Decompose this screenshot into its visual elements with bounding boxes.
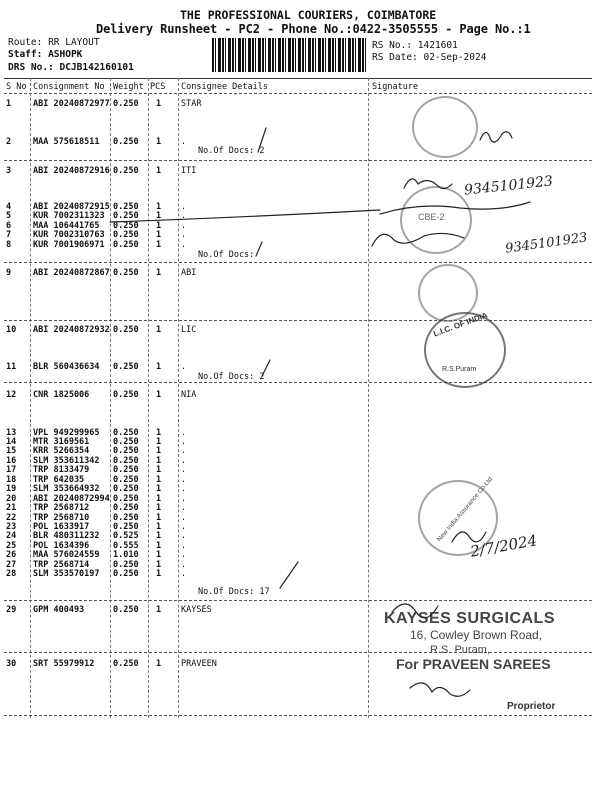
row-consignment-no: MAA 576024559 — [33, 550, 100, 560]
row-consignment-no: SLM 353611342 — [33, 456, 100, 466]
rs-date-label: RS Date: — [372, 52, 418, 63]
row-weight: 0.250 — [113, 390, 139, 400]
proprietor-label: Proprietor — [507, 701, 556, 712]
row-weight: 0.250 — [113, 230, 139, 240]
row-weight: 0.250 — [113, 211, 139, 221]
row-pcs: 1 — [156, 230, 162, 240]
route-value: RR LAYOUT — [48, 37, 100, 48]
row-consignee: NIA — [181, 390, 197, 400]
row-consignment-no: TRP 2568714 — [33, 560, 90, 570]
tick-mark — [258, 128, 266, 152]
row-pcs: 1 — [156, 437, 162, 447]
kayses-stamp-addr1: 16, Cowley Brown Road, — [410, 628, 543, 642]
row-consignee: . — [181, 541, 187, 551]
row-sno: 21 — [6, 503, 17, 513]
row-consignment-no: BLR 480311232 — [33, 531, 100, 541]
row-consignee: ITI — [181, 166, 197, 176]
company-title: THE PROFESSIONAL COURIERS, COIMBATORE — [180, 8, 437, 22]
drs-label: DRS No.: — [8, 62, 54, 73]
row-sno: 17 — [6, 465, 17, 475]
row-pcs: 1 — [156, 166, 162, 176]
rs-date-value: 02-Sep-2024 — [423, 52, 487, 63]
row-pcs: 1 — [156, 605, 162, 615]
row-weight: 0.250 — [113, 513, 139, 523]
signature-abi — [372, 233, 464, 246]
row-consignee: . — [181, 531, 187, 541]
col-pcs-header: PCS — [150, 82, 166, 92]
row-consignee: . — [181, 446, 187, 456]
row-pcs: 1 — [156, 522, 162, 532]
row-weight: 0.250 — [113, 99, 139, 109]
row-consignee: . — [181, 428, 187, 438]
row-consignee: . — [181, 503, 187, 513]
row-pcs: 1 — [156, 541, 162, 551]
row-consignment-no: KRR 5266354 — [33, 446, 90, 456]
row-consignee: PRAVEEN — [181, 659, 217, 669]
row-weight: 0.250 — [113, 659, 139, 669]
row-pcs: 1 — [156, 99, 162, 109]
row-consignee: . — [181, 202, 187, 212]
row-sno: 11 — [6, 362, 17, 372]
row-weight: 0.250 — [113, 484, 139, 494]
row-consignee: . — [181, 484, 187, 494]
rs-no-label: RS No.: — [372, 40, 413, 51]
row-sno: 9 — [6, 268, 12, 278]
row-weight: 0.250 — [113, 446, 139, 456]
row-weight: 0.250 — [113, 494, 139, 504]
row-consignment-no: VPL 949299965 — [33, 428, 100, 438]
row-sno: 23 — [6, 522, 17, 532]
row-consignee: . — [181, 560, 187, 570]
row-sno: 24 — [6, 531, 17, 541]
row-pcs: 1 — [156, 484, 162, 494]
row-sno: 30 — [6, 659, 17, 669]
row-sno: 22 — [6, 513, 17, 523]
row-sno: 5 — [6, 211, 12, 221]
row-sno: 13 — [6, 428, 17, 438]
row-pcs: 1 — [156, 494, 162, 504]
row-weight: 0.250 — [113, 560, 139, 570]
row-sno: 12 — [6, 390, 17, 400]
row-sno: 28 — [6, 569, 17, 579]
row-pcs: 1 — [156, 475, 162, 485]
row-consignment-no: KUR 7002311323 — [33, 211, 105, 221]
row-consignee: . — [181, 362, 187, 372]
row-pcs: 1 — [156, 513, 162, 523]
col-consignment-header: Consignment No — [33, 82, 105, 92]
tick-mark — [256, 242, 262, 256]
row-consignee: . — [181, 437, 187, 447]
row-consignee: KAYSES — [181, 605, 212, 615]
row-weight: 0.525 — [113, 531, 139, 541]
row-weight: 0.250 — [113, 569, 139, 579]
row-pcs: 1 — [156, 456, 162, 466]
row-sno: 6 — [6, 221, 12, 231]
row-weight: 0.250 — [113, 240, 139, 250]
row-pcs: 1 — [156, 221, 162, 231]
cbe-stamp-text: CBE-2 — [418, 212, 445, 222]
row-consignment-no: MAA 106441765 — [33, 221, 100, 231]
col-weight-header: Weight — [113, 82, 144, 92]
row-consignee: . — [181, 522, 187, 532]
docs-note: No.Of Docs: 17 — [198, 587, 270, 597]
row-sno: 16 — [6, 456, 17, 466]
handwritten-phone: 9345101923 — [463, 173, 554, 199]
row-weight: 0.250 — [113, 437, 139, 447]
row-sno: 7 — [6, 230, 12, 240]
tick-mark — [262, 360, 270, 376]
row-weight: 0.555 — [113, 541, 139, 551]
row-pcs: 1 — [156, 569, 162, 579]
route-label: Route: — [8, 37, 43, 48]
lic-stamp-text: L.I.C. OF INDIA — [432, 310, 489, 339]
row-sno: 19 — [6, 484, 17, 494]
row-consignee: . — [181, 456, 187, 466]
row-pcs: 1 — [156, 390, 162, 400]
signature-scrawl — [380, 202, 530, 214]
signature-star — [480, 132, 512, 142]
signature-praveen — [410, 683, 470, 696]
row-weight: 0.250 — [113, 221, 139, 231]
row-sno: 18 — [6, 475, 17, 485]
row-sno: 27 — [6, 560, 17, 570]
row-consignment-no: ABI 20240872932 — [33, 325, 110, 335]
row-pcs: 1 — [156, 240, 162, 250]
row-consignee: . — [181, 569, 187, 579]
row-weight: 0.250 — [113, 325, 139, 335]
staff-value: ASHOPK — [48, 49, 83, 60]
row-consignee: . — [181, 221, 187, 231]
row-consignment-no: SRT 55979912 — [33, 659, 95, 669]
row-sno: 29 — [6, 605, 17, 615]
row-consignment-no: MTR 3169561 — [33, 437, 90, 447]
row-consignee: . — [181, 240, 187, 250]
row-pcs: 1 — [156, 659, 162, 669]
staff-label: Staff: — [8, 49, 43, 60]
row-pcs: 1 — [156, 446, 162, 456]
row-consignment-no: BLR 560436634 — [33, 362, 100, 372]
row-sno: 25 — [6, 541, 17, 551]
signature-kayses — [392, 604, 438, 618]
row-weight: 0.250 — [113, 475, 139, 485]
row-consignee: . — [181, 211, 187, 221]
row-weight: 0.250 — [113, 503, 139, 513]
row-consignment-no: TRP 8133479 — [33, 465, 90, 475]
row-pcs: 1 — [156, 325, 162, 335]
row-consignment-no: MAA 575618511 — [33, 137, 100, 147]
row-sno: 20 — [6, 494, 17, 504]
row-consignment-no: KUR 7002310763 — [33, 230, 105, 240]
docs-note: No.Of Docs: 2 — [198, 372, 265, 382]
row-consignment-no: ABI 20240872915 — [33, 202, 110, 212]
row-consignment-no: POL 1634396 — [33, 541, 90, 551]
drs-value: DCJB142160101 — [59, 62, 134, 73]
strike-line — [110, 210, 380, 222]
row-sno: 3 — [6, 166, 12, 176]
handwritten-phone: 9345101923 — [504, 230, 589, 257]
row-sno: 1 — [6, 99, 12, 109]
row-consignee: . — [181, 550, 187, 560]
row-weight: 0.250 — [113, 522, 139, 532]
signature-nia — [452, 532, 486, 542]
kayses-stamp-addr2: R.S. Puram, — [430, 644, 490, 656]
docs-note: No.Of Docs: 2 — [198, 146, 265, 156]
row-weight: 0.250 — [113, 137, 139, 147]
row-sno: 15 — [6, 446, 17, 456]
row-pcs: 1 — [156, 560, 162, 570]
row-sno: 10 — [6, 325, 17, 335]
row-pcs: 1 — [156, 211, 162, 221]
row-weight: 0.250 — [113, 268, 139, 278]
praveen-stamp: For PRAVEEN SAREES — [396, 656, 551, 672]
runsheet-title: Delivery Runsheet - PC2 - Phone No.:0422-3505555 - Page No.:1 — [96, 22, 531, 36]
row-consignee: . — [181, 230, 187, 240]
row-consignee: . — [181, 494, 187, 504]
row-consignment-no: SLM 353664932 — [33, 484, 100, 494]
row-consignment-no: TRP 2568712 — [33, 503, 90, 513]
row-consignment-no: POL 1633917 — [33, 522, 90, 532]
row-consignee: . — [181, 465, 187, 475]
row-pcs: 1 — [156, 137, 162, 147]
col-signature-header: Signature — [372, 82, 419, 92]
row-pcs: 1 — [156, 550, 162, 560]
row-consignment-no: GPM 400493 — [33, 605, 85, 615]
row-consignment-no: ABI 20240872867 — [33, 268, 110, 278]
row-weight: 0.250 — [113, 428, 139, 438]
row-consignee: . — [181, 475, 187, 485]
row-sno: 2 — [6, 137, 12, 147]
tick-mark — [280, 562, 298, 588]
row-consignment-no: TRP 2568710 — [33, 513, 90, 523]
row-weight: 0.250 — [113, 362, 139, 372]
row-consignment-no: SLM 353570197 — [33, 569, 100, 579]
row-pcs: 1 — [156, 362, 162, 372]
row-weight: 0.250 — [113, 605, 139, 615]
row-weight: 0.250 — [113, 202, 139, 212]
row-consignment-no: KUR 7001906971 — [33, 240, 105, 250]
row-pcs: 1 — [156, 503, 162, 513]
signature-iti — [404, 179, 452, 189]
row-weight: 0.250 — [113, 465, 139, 475]
row-pcs: 1 — [156, 465, 162, 475]
row-weight: 0.250 — [113, 456, 139, 466]
col-consignee-header: Consignee Details — [181, 82, 268, 92]
row-sno: 8 — [6, 240, 12, 250]
row-pcs: 1 — [156, 428, 162, 438]
row-consignee: ABI — [181, 268, 197, 278]
row-consignee: LIC — [181, 325, 197, 335]
row-pcs: 1 — [156, 202, 162, 212]
row-weight: 0.250 — [113, 166, 139, 176]
row-consignment-no: ABI 20240872994 — [33, 494, 110, 504]
row-consignment-no: ABI 20240872977 — [33, 99, 110, 109]
row-consignee: STAR — [181, 99, 202, 109]
row-sno: 14 — [6, 437, 17, 447]
rs-no-value: 1421601 — [417, 40, 458, 51]
col-sno-header: S No — [6, 82, 27, 92]
row-consignment-no: TRP 642035 — [33, 475, 85, 485]
handwritten-date: 2/7/2024 — [468, 531, 539, 561]
row-pcs: 1 — [156, 531, 162, 541]
row-consignment-no: CNR 1825006 — [33, 390, 90, 400]
row-weight: 1.010 — [113, 550, 139, 560]
row-consignee: . — [181, 137, 187, 147]
nia-stamp-text: New India Assurance Co.Ltd — [435, 475, 495, 544]
docs-note: No.Of Docs: — [198, 250, 255, 260]
row-sno: 26 — [6, 550, 17, 560]
row-consignment-no: ABI 20240872916 — [33, 166, 110, 176]
row-consignee: . — [181, 513, 187, 523]
row-pcs: 1 — [156, 268, 162, 278]
lic-stamp-addr: R.S.Puram — [442, 366, 477, 373]
row-sno: 4 — [6, 202, 12, 212]
kayses-stamp-name: KAYSES SURGICALS — [384, 610, 555, 627]
